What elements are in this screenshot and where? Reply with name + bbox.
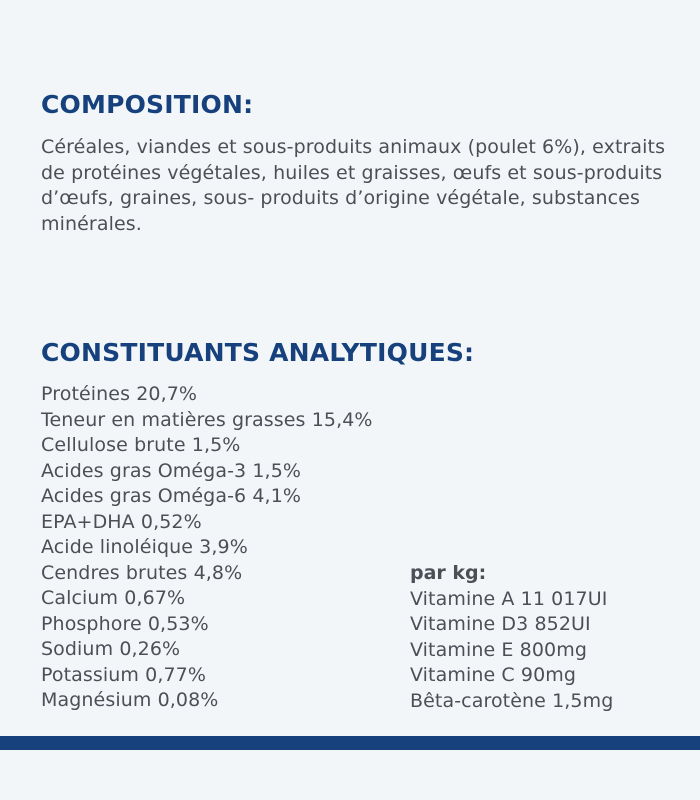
vitamin-item-d3: Vitamine D3 852UI — [410, 613, 591, 635]
analytic-item-phosphore: Phosphore 0,53% — [41, 612, 209, 635]
analytic-item-magnesium: Magnésium 0,08% — [41, 689, 219, 711]
composition-heading: COMPOSITION: — [41, 90, 254, 119]
analytic-item-cendres: Cendres brutes 4,8% — [41, 561, 243, 584]
analytic-item-omega-3: Acides gras Oméga-3 1,5% — [41, 459, 302, 482]
analytic-item-cellulose: Cellulose brute 1,5% — [41, 434, 241, 456]
analytic-item-omega-6: Acides gras Oméga-6 4,1% — [41, 485, 302, 507]
bottom-band — [0, 736, 700, 750]
analytic-item-calcium: Calcium 0,67% — [41, 587, 186, 609]
vitamins-section — [410, 561, 613, 714]
vitamins-heading: par kg: — [410, 562, 487, 584]
analytic-item-matieres-grasses: Teneur en matières grasses 15,4% — [41, 408, 373, 431]
analytics-heading: CONSTITUANTS ANALYTIQUES: — [41, 338, 475, 367]
vitamin-item-e: Vitamine E 800mg — [410, 638, 587, 661]
vitamin-item-beta-carotene: Bêta-carotène 1,5mg — [410, 689, 614, 712]
analytic-item-epa-dha: EPA+DHA 0,52% — [41, 510, 202, 533]
vitamin-item-c: Vitamine C 90mg — [410, 664, 577, 686]
analytic-item-potassium: Potassium 0,77% — [41, 663, 207, 686]
composition-text: Céréales, viandes et sous-produits animaux (poulet 6%), extraits de protéines végétales, huiles et graisses, œufs et sous-produits d’œufs, graines, sous- produits d’origine végétale, substances minérales. — [41, 136, 666, 235]
analytic-item-sodium: Sodium 0,26% — [41, 638, 181, 660]
analytic-item-acide-linoleique: Acide linoléique 3,9% — [41, 536, 248, 558]
analytic-item-proteines: Protéines 20,7% — [41, 383, 198, 405]
vitamin-item-a: Vitamine A 11 017UI — [410, 587, 608, 610]
analytics-list — [41, 382, 373, 714]
vitamin-list — [410, 587, 613, 715]
